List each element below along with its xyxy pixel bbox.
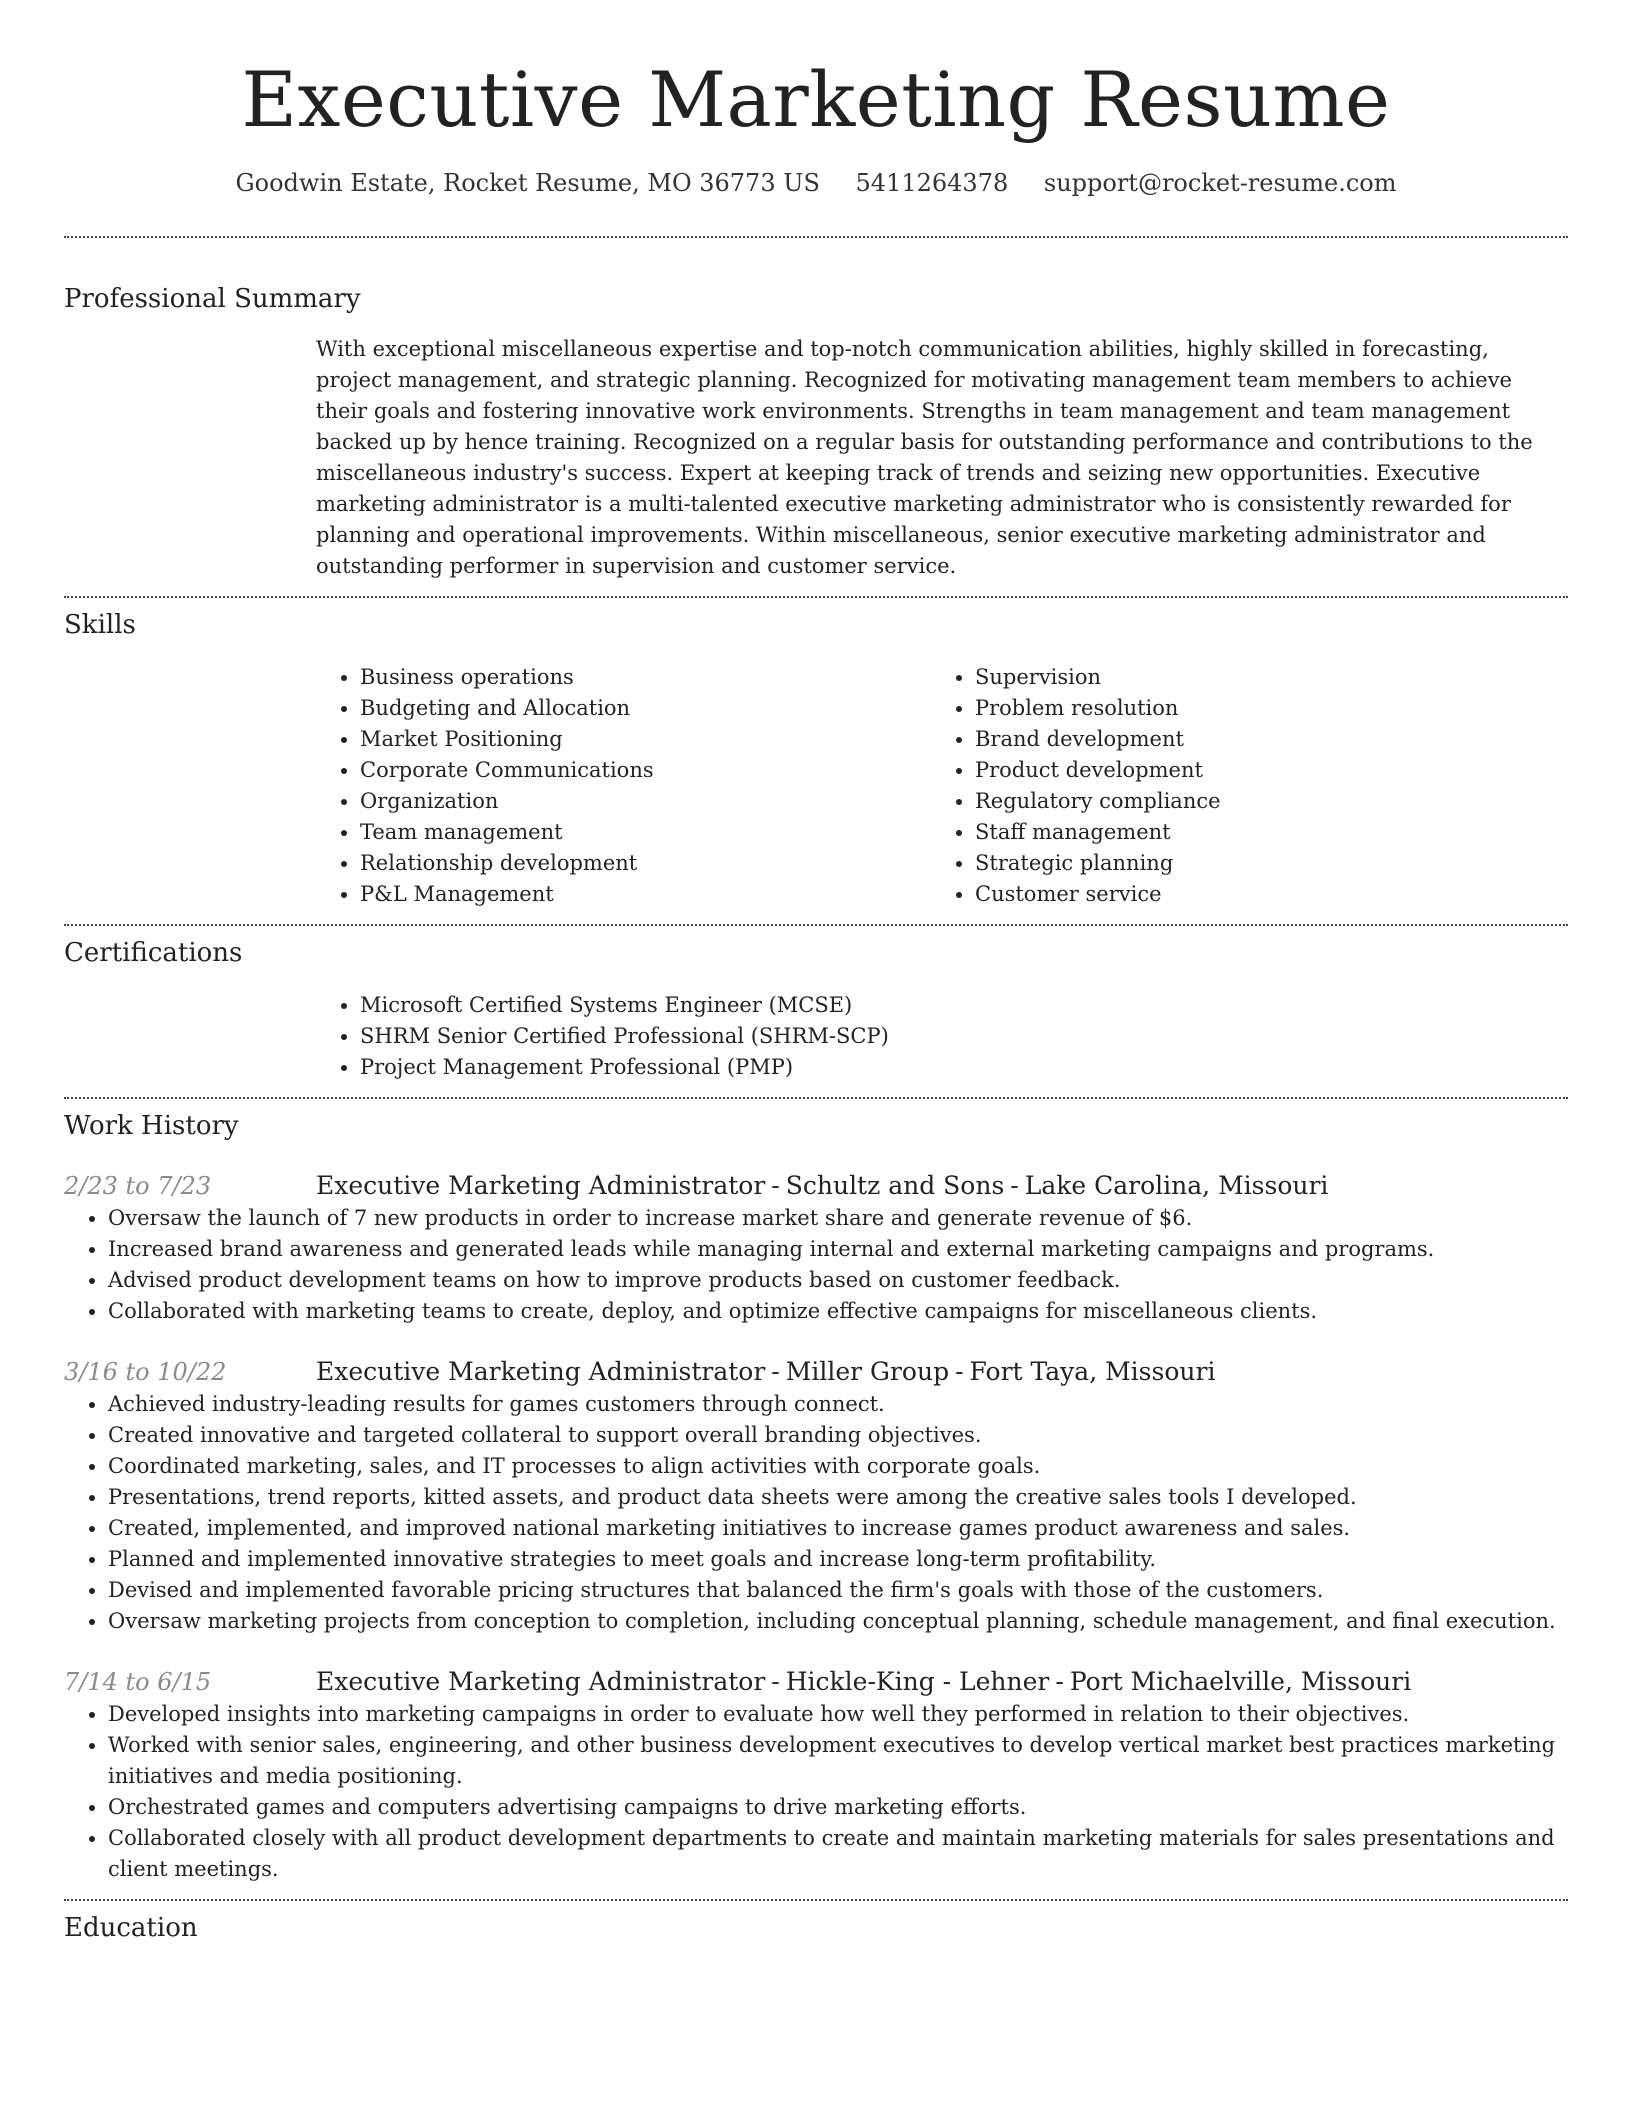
- contact-line: [64, 166, 1568, 200]
- summary-heading: Professional Summary: [64, 284, 361, 314]
- skill-item: • Regulatory compliance: [975, 786, 1546, 817]
- skill-item: • Corporate Communications: [360, 755, 931, 786]
- skill-item: • P&L Management: [360, 879, 931, 910]
- job-role: Executive Marketing Administrator: [316, 1357, 766, 1386]
- resume-header: [64, 0, 1568, 200]
- job-entry: [64, 1665, 1568, 1885]
- contact-address: Goodwin Estate, Rocket Resume, MO 36773 US: [235, 169, 820, 197]
- certifications-section: [64, 926, 1568, 1097]
- job-dates: 7/14 to 6/15: [64, 1668, 212, 1696]
- education-heading: Education: [64, 1913, 198, 1943]
- job-location: Fort Taya, Missouri: [969, 1357, 1216, 1386]
- skills-columns: [316, 662, 1568, 910]
- job-bullet: • Advised product development teams on how to improve products based on customer feedback.: [108, 1265, 1568, 1296]
- skills-column-right: [931, 662, 1546, 910]
- job-bullet: • Created innovative and targeted collateral to support overall branding objectives.: [108, 1420, 1568, 1451]
- certifications-list: [316, 990, 1568, 1083]
- job-separator: -: [771, 1667, 780, 1696]
- job-separator: -: [955, 1357, 964, 1386]
- skill-item: • Product development: [975, 755, 1546, 786]
- certifications-heading: Certifications: [64, 938, 243, 968]
- job-title-line: [316, 1169, 1568, 1203]
- skill-item: • Organization: [360, 786, 931, 817]
- skill-item: • Budgeting and Allocation: [360, 693, 931, 724]
- job-bullet: • Increased brand awareness and generated leads while managing internal and external marketing campaigns and programs.: [108, 1234, 1568, 1265]
- job-bullet: • Presentations, trend reports, kitted assets, and product data sheets were among the creative sales tools I developed.: [108, 1482, 1568, 1513]
- job-role: Executive Marketing Administrator: [316, 1171, 766, 1200]
- job-bullet: • Orchestrated games and computers advertising campaigns to drive marketing efforts.: [108, 1792, 1568, 1823]
- resume-title: Executive Marketing Resume: [241, 55, 1391, 144]
- job-separator: -: [771, 1357, 780, 1386]
- skill-item: • Market Positioning: [360, 724, 931, 755]
- certifications-body: [316, 990, 1568, 1083]
- job-entry: [64, 1169, 1568, 1327]
- skill-item: • Problem resolution: [975, 693, 1546, 724]
- job-title-line: [316, 1355, 1568, 1389]
- job-bullet: • Developed insights into marketing campaigns in order to evaluate how well they performed in relation to their objectives.: [108, 1699, 1568, 1730]
- skill-item: • Team management: [360, 817, 931, 848]
- job-bullet: • Collaborated with marketing teams to create, deploy, and optimize effective campaigns for miscellaneous clients.: [108, 1296, 1568, 1327]
- job-bullet: • Oversaw the launch of 7 new products in order to increase market share and generate revenue of $6.: [108, 1203, 1568, 1234]
- skills-section: [64, 598, 1568, 924]
- job-location: Lake Carolina, Missouri: [1024, 1171, 1329, 1200]
- job-bullets: [64, 1389, 1568, 1637]
- job-company: Miller Group: [785, 1357, 950, 1386]
- contact-email: support@rocket-resume.com: [1043, 169, 1397, 197]
- skills-column-left: [316, 662, 931, 910]
- job-dates: 3/16 to 10/22: [64, 1358, 227, 1386]
- summary-text: With exceptional miscellaneous expertise and top-notch communication abilities, highly skilled in forecasting, project management, and strategic planning. Recognized for motivating management team members to achieve their goals and fostering innovative work environments. Strengths in team management and team management backed up by hence training. Recognized on a regular basis for outstanding performance and contributions to the miscellaneous industry's success. Expert at keeping track of trends and seizing new opportunities. Executive marketing administrator is a multi-talented executive marketing administrator who is consistently rewarded for planning and operational improvements. Within miscellaneous, senior executive marketing administrator and outstanding performer in supervision and customer service.: [316, 337, 1533, 578]
- skill-item: • Business operations: [360, 662, 931, 693]
- skill-item: • Staff management: [975, 817, 1546, 848]
- skill-item: • Customer service: [975, 879, 1546, 910]
- job-bullet: • Planned and implemented innovative strategies to meet goals and increase long-term profitability.: [108, 1544, 1568, 1575]
- job-dates: 2/23 to 7/23: [64, 1172, 212, 1200]
- job-bullet: • Achieved industry-leading results for games customers through connect.: [108, 1389, 1568, 1420]
- skill-item: • Relationship development: [360, 848, 931, 879]
- work-history-section: [64, 1099, 1568, 1899]
- certification-item: • SHRM Senior Certified Professional (SHRM-SCP): [360, 1021, 1568, 1052]
- job-company: Hickle-King - Lehner: [785, 1667, 1050, 1696]
- skills-list-left: [316, 662, 931, 910]
- job-bullet: • Oversaw marketing projects from conception to completion, including conceptual planning, schedule management, and final execution.: [108, 1606, 1568, 1637]
- skill-item: • Supervision: [975, 662, 1546, 693]
- job-bullet: • Collaborated closely with all product development departments to create and maintain marketing materials for sales presentations and client meetings.: [108, 1823, 1568, 1885]
- job-bullets: [64, 1699, 1568, 1885]
- education-section: [64, 1901, 1568, 1945]
- job-entry: [64, 1355, 1568, 1637]
- job-bullets: [64, 1203, 1568, 1327]
- job-title-line: [316, 1665, 1568, 1699]
- job-role: Executive Marketing Administrator: [316, 1667, 766, 1696]
- job-location: Port Michaelville, Missouri: [1069, 1667, 1412, 1696]
- certification-item: • Microsoft Certified Systems Engineer (MCSE): [360, 990, 1568, 1021]
- summary-section: [64, 238, 1568, 596]
- job-separator: -: [1010, 1171, 1019, 1200]
- job-separator: -: [1055, 1667, 1064, 1696]
- job-separator: -: [771, 1171, 780, 1200]
- job-bullet: • Worked with senior sales, engineering, and other business development executives to develop vertical market best practices marketing initiatives and media positioning.: [108, 1730, 1568, 1792]
- skills-list-right: [931, 662, 1546, 910]
- skill-item: • Brand development: [975, 724, 1546, 755]
- job-company: Schultz and Sons: [785, 1171, 1005, 1200]
- skill-item: • Strategic planning: [975, 848, 1546, 879]
- work-history-heading: Work History: [64, 1111, 239, 1141]
- skills-heading: Skills: [64, 610, 136, 640]
- contact-phone: 5411264378: [855, 169, 1009, 197]
- certification-item: • Project Management Professional (PMP): [360, 1052, 1568, 1083]
- job-bullet: • Coordinated marketing, sales, and IT processes to align activities with corporate goals.: [108, 1451, 1568, 1482]
- job-bullet: • Devised and implemented favorable pricing structures that balanced the firm's goals with those of the customers.: [108, 1575, 1568, 1606]
- job-bullet: • Created, implemented, and improved national marketing initiatives to increase games product awareness and sales.: [108, 1513, 1568, 1544]
